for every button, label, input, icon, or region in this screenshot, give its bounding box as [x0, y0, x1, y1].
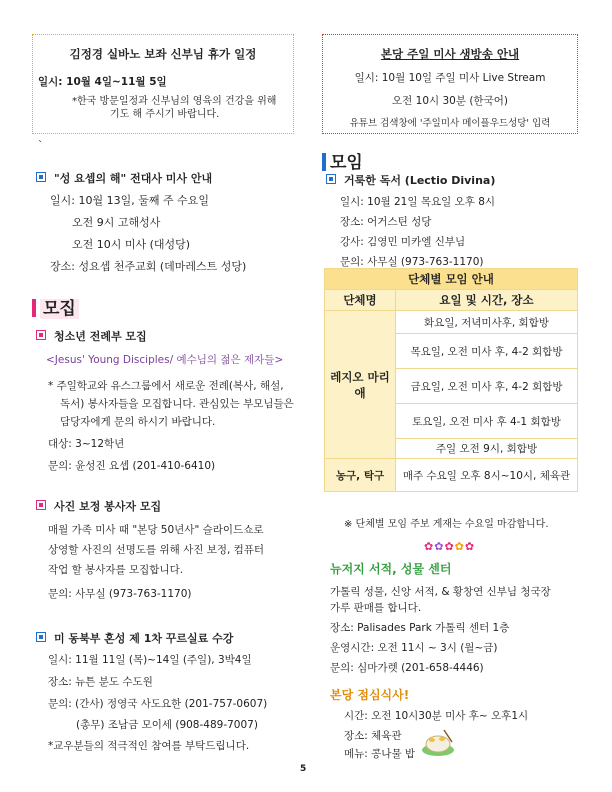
sports-name: 농구, 탁구: [325, 459, 396, 492]
meeting-heading: [322, 148, 363, 173]
bullet-square-icon: [36, 632, 46, 642]
vacation-title: 김정경 실바노 보좌 신부님 휴가 일정: [69, 47, 257, 61]
rosary-row-3: 금요일, 오전 미사 후, 4-2 회합방: [396, 369, 578, 404]
cursillo-title: 미 동북부 혼성 제 1차 꾸르실료 수강: [54, 632, 234, 645]
livestream-line-1: 일시: 10월 10일 주일 미사 Live Stream: [354, 72, 546, 84]
vacation-note-2: 기도 해 주시기 바랍니다.: [110, 109, 220, 120]
lectio-contact: 문의: 사무실 (973-763-1170): [340, 256, 484, 268]
table-row: [325, 459, 578, 492]
livestream-title: 본당 주일 미사 생방송 안내: [380, 47, 520, 61]
rosary-row-2: 목요일, 오전 미사 후, 4-2 회합방: [396, 334, 578, 369]
lunch-title: 본당 점심식사!: [330, 688, 410, 702]
table-caption: 단체별 모임 안내: [325, 269, 578, 290]
rice-bowl-icon: [418, 728, 458, 758]
livestream-line-2: 오전 10시 30분 (한국어): [392, 95, 508, 107]
youth-title: 청소년 전례부 모집: [54, 330, 147, 343]
joseph-time-2: 오전 10시 미사 (대성당): [72, 238, 191, 251]
youth-heading: [36, 328, 147, 344]
bookstore-contact: 문의: 심마가렛 (201-658-4446): [330, 662, 484, 674]
joseph-heading: [36, 170, 212, 186]
vacation-note-1: *한국 방문일정과 신부님의 영육의 건강을 위해: [72, 96, 277, 107]
stray-mark: `: [38, 140, 43, 151]
youth-desc-1: * 주일학교와 유스그룹에서 새로운 전례(복사, 해설,: [48, 380, 284, 392]
meeting-heading-text: 모임: [330, 153, 363, 173]
youth-contact: 문의: 윤성진 요셉 (201-410-6410): [48, 460, 216, 472]
bullet-square-icon: [36, 500, 46, 510]
lectio-date: 일시: 10월 21일 목요일 오후 8시: [340, 196, 496, 208]
lunch-menu: 메뉴: 콩나물 밥: [344, 748, 416, 760]
photo-desc-2: 상영할 사진의 선명도를 위해 사진 보정, 컴퓨터: [48, 544, 265, 556]
section-bar-icon: [32, 299, 36, 317]
youth-subtitle: <Jesus' Young Disciples/ 예수님의 젊은 제자들>: [46, 354, 284, 366]
lunch-time: 시간: 오전 10시30분 미사 후~ 오후1시: [344, 710, 529, 722]
bullet-square-icon: [326, 174, 336, 184]
table-note: ※ 단체별 모임 주보 게재는 수요일 마감합니다.: [344, 519, 549, 530]
joseph-date: 일시: 10월 13일, 둘째 주 수요일: [50, 194, 209, 207]
bullet-square-icon: [36, 330, 46, 340]
photo-desc-1: 매월 가족 미사 때 "본당 50년사" 슬라이드쇼로: [48, 524, 264, 536]
page-number: 5: [300, 764, 307, 774]
section-bar-icon: [322, 153, 326, 171]
rosary-row-4: 토요일, 오전 미사 후 4-1 회합방: [396, 404, 578, 439]
youth-desc-2: 독서) 봉사자들을 모집합니다. 관심있는 부모님들은: [60, 398, 294, 410]
bookstore-place: 장소: Palisades Park 가톨릭 센터 1층: [330, 622, 510, 634]
lectio-title: 거룩한 독서 (Lectio Divina): [344, 174, 496, 187]
cursillo-contact-2: (총무) 조남금 모이세 (908-489-7007): [76, 719, 258, 731]
table-header-name: 단체명: [325, 290, 396, 311]
group-schedule-table: [324, 268, 578, 492]
rosary-name: 레지오 마리애: [325, 311, 396, 459]
livestream-line-3: 유튜브 검색창에 '주일미사 메이플우드성당' 입력: [349, 118, 551, 129]
bookstore-desc-2: 가루 판매를 합니다.: [330, 602, 422, 614]
joseph-time-1: 오전 9시 고해성사: [72, 216, 161, 229]
rosary-row-1: 화요일, 저녁미사후, 회합방: [396, 311, 578, 334]
recruit-heading: [32, 294, 79, 319]
rosary-row-5: 주일 오전 9시, 회합방: [396, 439, 578, 459]
cursillo-heading: [36, 630, 233, 646]
lectio-heading: [326, 172, 495, 188]
photo-desc-3: 작업 할 봉사자를 모집합니다.: [48, 564, 184, 576]
joseph-place: 장소: 성요셉 천주교회 (데마레스트 성당): [50, 260, 247, 273]
lectio-speaker: 강사: 김영민 미카엘 신부님: [340, 236, 466, 248]
cursillo-date: 일시: 11월 11일 (목)~14일 (주일), 3박4일: [48, 654, 252, 666]
bookstore-desc-1: 가톨릭 성물, 신앙 서적, & 황창연 신부님 청국장: [330, 586, 551, 598]
sports-row: 매주 수요일 오후 8시~10시, 체육관: [396, 459, 578, 492]
cursillo-note: *교우분들의 적극적인 참여를 부탁드립니다.: [48, 740, 250, 752]
photo-heading: [36, 498, 161, 514]
photo-contact: 문의: 사무실 (973-763-1170): [48, 588, 192, 600]
joseph-title: "성 요셉의 해" 전대사 미사 안내: [54, 172, 213, 185]
vacation-date: 일시: 10월 4일~11월 5일: [38, 76, 167, 88]
recruit-heading-text: 모집: [40, 299, 79, 319]
table-header-schedule: 요일 및 시간, 장소: [396, 290, 578, 311]
bookstore-title: 뉴저지 서적, 성물 센터: [330, 562, 452, 576]
youth-desc-3: 담당자에게 문의 하시기 바랍니다.: [60, 416, 216, 428]
cursillo-place: 장소: 뉴튼 분도 수도원: [48, 676, 153, 688]
youth-target: 대상: 3~12학년: [48, 438, 125, 450]
cursillo-contact-1: 문의: (간사) 정영국 사도요한 (201-757-0607): [48, 698, 268, 710]
bullet-square-icon: [36, 172, 46, 182]
lectio-place: 장소: 어거스틴 성당: [340, 216, 432, 228]
lunch-place: 장소: 체육관: [344, 730, 402, 742]
photo-title: 사진 보정 봉사자 모집: [54, 500, 162, 513]
bookstore-hours: 운영시간: 오전 11시 ~ 3시 (월~금): [330, 642, 498, 654]
flower-decoration-icon: ✿✿✿✿✿: [424, 540, 476, 553]
table-row: [325, 311, 578, 334]
